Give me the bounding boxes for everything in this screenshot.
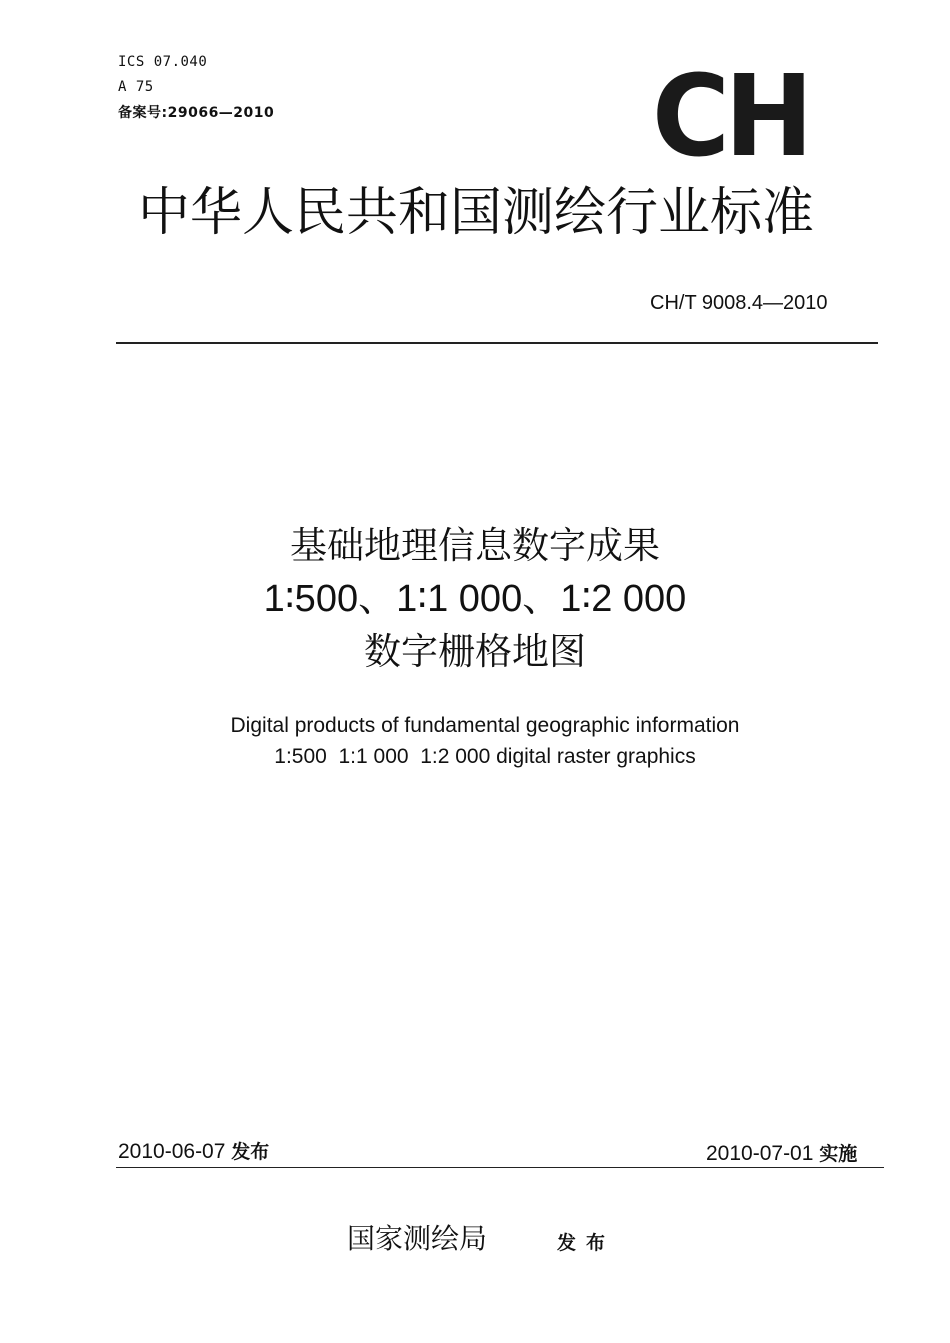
issue-label: 发布 [231, 1141, 270, 1163]
implement-date [706, 1140, 857, 1168]
footer-divider [116, 1167, 884, 1168]
ics-code: ICS 07.040 [118, 54, 208, 70]
standard-number: CH/T 9008.4—2010 [650, 292, 828, 314]
implement-date-value: 2010-07-01 [706, 1142, 814, 1165]
header-divider [116, 342, 878, 344]
ch-logo: CH [652, 50, 809, 182]
record-number: 备案号:29066—2010 [118, 105, 275, 121]
document-title-cn-line3: 数字栅格地图 [364, 630, 586, 673]
issue-date-value: 2010-06-07 [118, 1140, 226, 1163]
implement-label: 实施 [819, 1143, 858, 1165]
document-title-en-line2: 1:500 1:1 000 1:2 000 digital raster graphics [274, 745, 696, 768]
standard-title: 中华人民共和国测绘行业标准 [138, 183, 815, 243]
classification-code: A 75 [118, 79, 154, 95]
publish-label: 发布 [557, 1232, 616, 1254]
document-title-en-line1: Digital products of fundamental geographic information [230, 714, 740, 737]
publisher-name: 国家测绘局 [347, 1222, 488, 1255]
issue-date [118, 1138, 269, 1166]
document-title-cn-line1: 基础地理信息数字成果 [290, 524, 660, 567]
document-title-cn-line2: 1∶500、1∶1 000、1∶2 000 [263, 578, 687, 620]
